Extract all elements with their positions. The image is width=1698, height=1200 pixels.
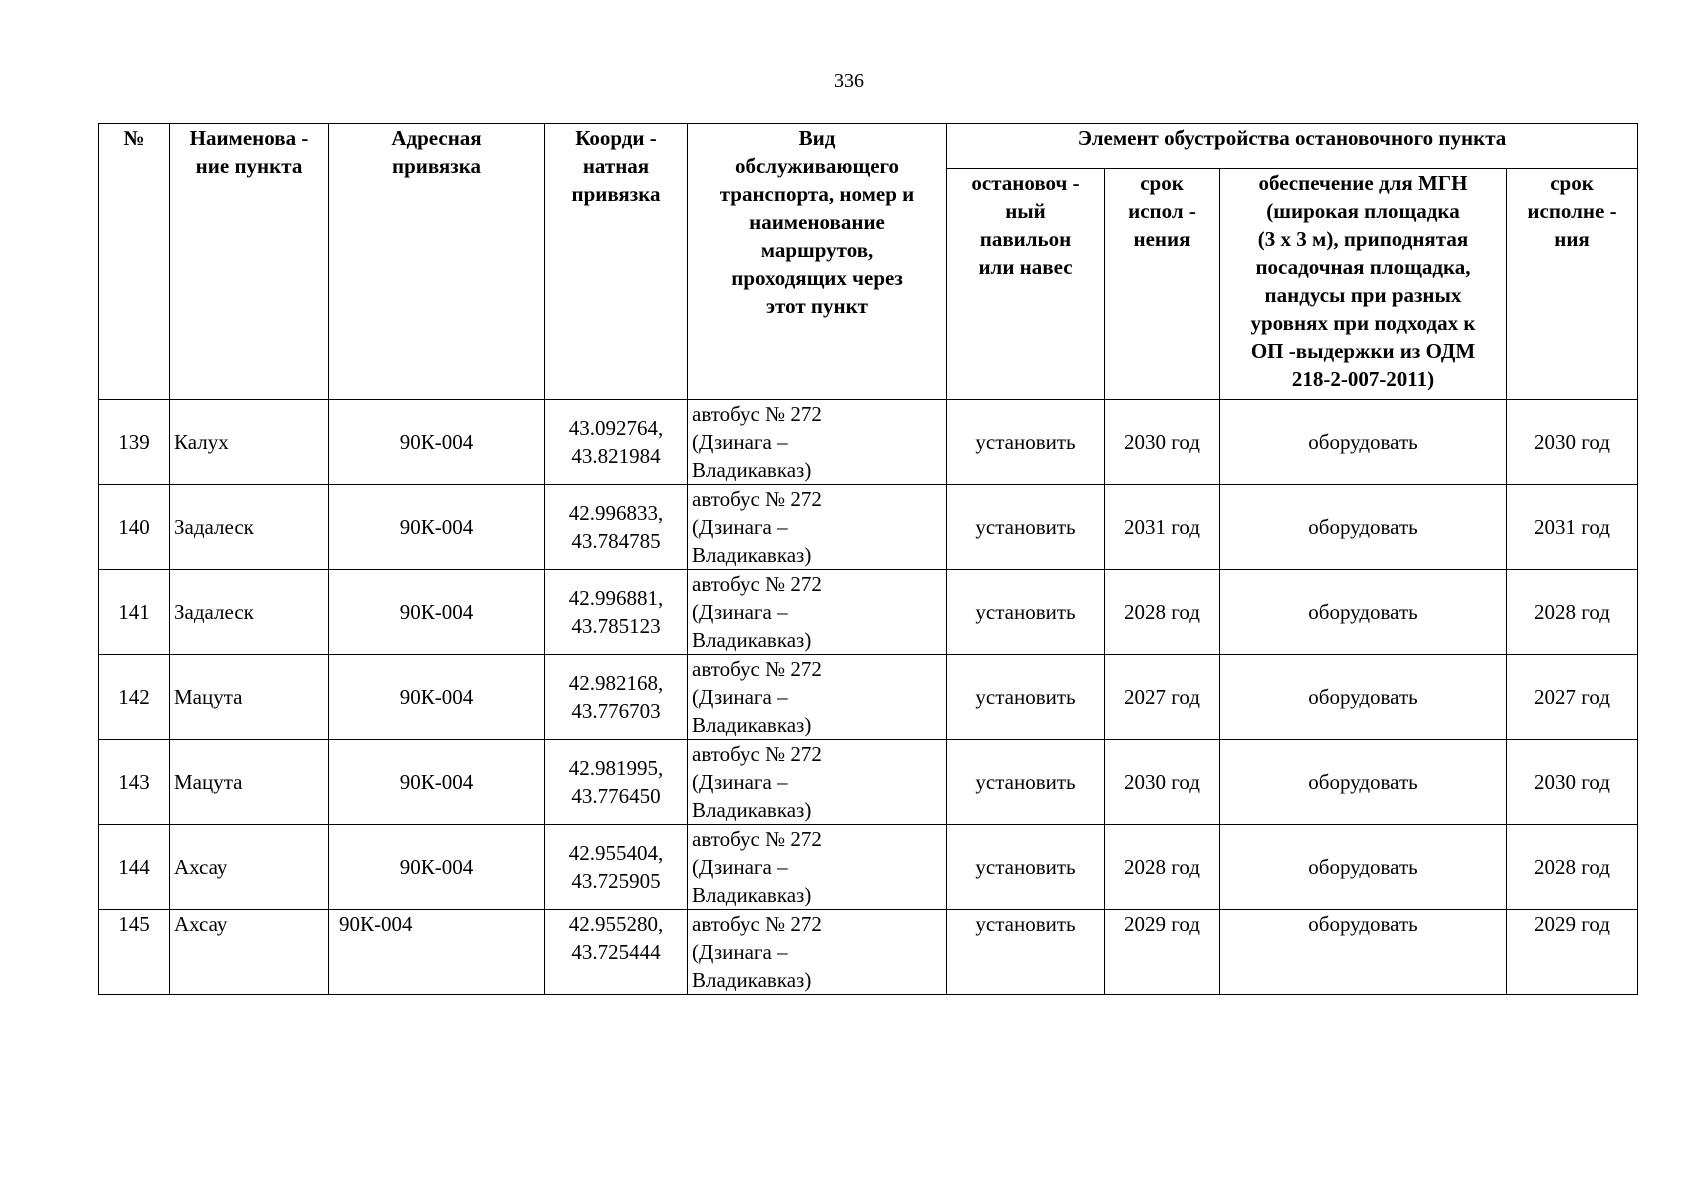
cell-mgn: оборудовать — [1220, 655, 1507, 740]
cell-route: автобус № 272 (Дзинага – Владикавказ) — [688, 740, 947, 825]
cell-address: 90К-004 — [329, 740, 545, 825]
cell-coords: 43.092764, 43.821984 — [545, 400, 688, 485]
cell-coords: 42.955404, 43.725905 — [545, 825, 688, 910]
cell-route: автобус № 272 (Дзинага – Владикавказ) — [688, 910, 947, 995]
cell-term2: 2029 год — [1507, 910, 1638, 995]
cell-route: автобус № 272 (Дзинага – Владикавказ) — [688, 825, 947, 910]
cell-mgn: оборудовать — [1220, 825, 1507, 910]
cell-term1: 2027 год — [1105, 655, 1220, 740]
cell-term1: 2031 год — [1105, 485, 1220, 570]
cell-mgn: оборудовать — [1220, 740, 1507, 825]
cell-route: автобус № 272 (Дзинага – Владикавказ) — [688, 655, 947, 740]
table-header-row — [99, 124, 1638, 169]
bus-stops-table — [98, 123, 1638, 995]
cell-mgn: оборудовать — [1220, 910, 1507, 995]
header-route: Вид обслуживающего транспорта, номер и наименование маршрутов, проходящих через этот пункт — [688, 124, 947, 400]
cell-route: автобус № 272 (Дзинага – Владикавказ) — [688, 485, 947, 570]
cell-route: автобус № 272 (Дзинага – Владикавказ) — [688, 570, 947, 655]
table-row — [99, 400, 1638, 485]
table-row — [99, 910, 1638, 995]
table-row — [99, 570, 1638, 655]
cell-pavilion: установить — [947, 825, 1105, 910]
table-row — [99, 740, 1638, 825]
cell-pavilion: установить — [947, 655, 1105, 740]
cell-term2: 2030 год — [1507, 740, 1638, 825]
table-row — [99, 825, 1638, 910]
cell-name: Мацута — [170, 740, 329, 825]
table-row — [99, 485, 1638, 570]
header-coords: Коорди - натная привязка — [545, 124, 688, 400]
cell-term2: 2028 год — [1507, 825, 1638, 910]
cell-term2: 2027 год — [1507, 655, 1638, 740]
cell-term1: 2030 год — [1105, 400, 1220, 485]
header-element-group: Элемент обустройства остановочного пункта — [947, 124, 1638, 169]
page-number: 336 — [834, 70, 864, 92]
cell-pavilion: установить — [947, 485, 1105, 570]
cell-term1: 2029 год — [1105, 910, 1220, 995]
cell-mgn: оборудовать — [1220, 570, 1507, 655]
header-num: № — [99, 124, 170, 400]
cell-num: 145 — [99, 910, 170, 995]
cell-address: 90К-004 — [329, 570, 545, 655]
cell-coords: 42.981995, 43.776450 — [545, 740, 688, 825]
cell-coords: 42.982168, 43.776703 — [545, 655, 688, 740]
header-term1: срок испол - нения — [1105, 169, 1220, 400]
header-name: Наименова - ние пункта — [170, 124, 329, 400]
header-pavilion: остановоч - ный павильон или навес — [947, 169, 1105, 400]
cell-term2: 2030 год — [1507, 400, 1638, 485]
cell-term2: 2028 год — [1507, 570, 1638, 655]
cell-coords: 42.955280, 43.725444 — [545, 910, 688, 995]
cell-mgn: оборудовать — [1220, 485, 1507, 570]
header-term2: срок исполне - ния — [1507, 169, 1638, 400]
cell-term2: 2031 год — [1507, 485, 1638, 570]
cell-address: 90К-004 — [329, 485, 545, 570]
cell-num: 141 — [99, 570, 170, 655]
cell-num: 140 — [99, 485, 170, 570]
cell-name: Задалеск — [170, 570, 329, 655]
cell-num: 142 — [99, 655, 170, 740]
cell-coords: 42.996833, 43.784785 — [545, 485, 688, 570]
header-address: Адресная привязка — [329, 124, 545, 400]
cell-name: Ахсау — [170, 910, 329, 995]
cell-mgn: оборудовать — [1220, 400, 1507, 485]
cell-address: 90К-004 — [329, 655, 545, 740]
cell-term1: 2028 год — [1105, 825, 1220, 910]
cell-coords: 42.996881, 43.785123 — [545, 570, 688, 655]
cell-address: 90К-004 — [329, 825, 545, 910]
cell-num: 143 — [99, 740, 170, 825]
cell-term1: 2030 год — [1105, 740, 1220, 825]
cell-name: Калух — [170, 400, 329, 485]
cell-name: Ахсау — [170, 825, 329, 910]
cell-pavilion: установить — [947, 740, 1105, 825]
header-mgn: обеспечение для МГН (широкая площадка (3 х 3 м), приподнятая посадочная площадка, пандусы при разных уровнях при подходах к ОП -выдержки из ОДМ 218-2-007-2011) — [1220, 169, 1507, 400]
cell-address: 90К-004 — [329, 400, 545, 485]
cell-num: 139 — [99, 400, 170, 485]
cell-address: 90К-004 — [329, 910, 545, 995]
cell-pavilion: установить — [947, 570, 1105, 655]
cell-pavilion: установить — [947, 400, 1105, 485]
cell-name: Мацута — [170, 655, 329, 740]
table-row — [99, 655, 1638, 740]
cell-term1: 2028 год — [1105, 570, 1220, 655]
cell-name: Задалеск — [170, 485, 329, 570]
cell-route: автобус № 272 (Дзинага – Владикавказ) — [688, 400, 947, 485]
cell-pavilion: установить — [947, 910, 1105, 995]
cell-num: 144 — [99, 825, 170, 910]
